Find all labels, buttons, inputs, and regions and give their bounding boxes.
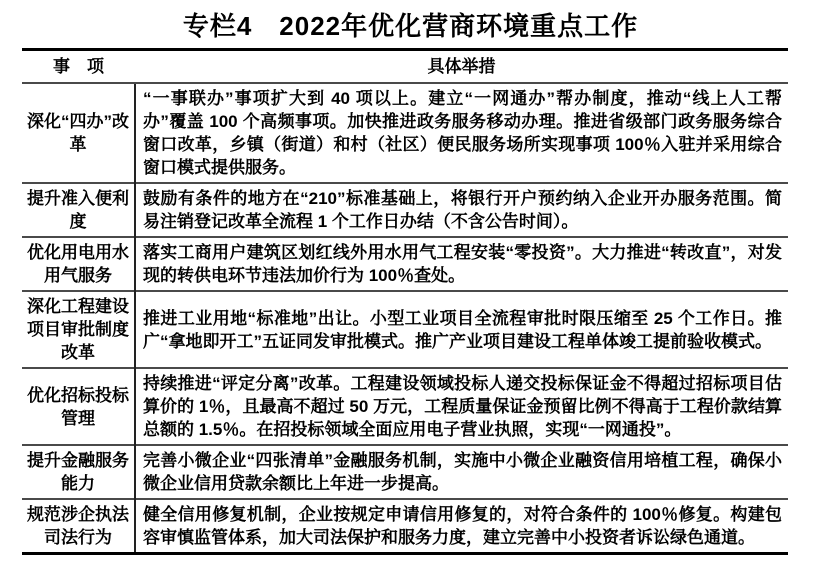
table-row [22, 445, 788, 499]
table-header [22, 50, 788, 84]
measures-cell: 完善小微企业“四张清单”金融服务机制，实施中小微企业融资信用培植工程，确保小微企业信用贷款余额比上年进一步提高。 [135, 445, 788, 499]
measures-cell: 健全信用修复机制，企业按规定申请信用修复的，对符合条件的 100％修复。构建包容审慎监管体系，加大司法保护和服务力度，建立完善中小投资者诉讼绿色通道。 [135, 499, 788, 554]
table-row [22, 83, 788, 183]
measures-cell: “一事联办”事项扩大到 40 项以上。建立“一网通办”帮办制度，推动“线上人工帮办”覆盖 100 个高频事项。加快推进政务服务移动办理。推进省级部门政务服务综合窗口改革，乡镇（街道）和村（社区）便民服务场所实现事项 100％入驻并采用综合窗口模式提供服务。 [135, 83, 788, 183]
item-cell: 深化工程建设项目审批制度改革 [22, 291, 135, 368]
measures-cell: 鼓励有条件的地方在“210”标准基础上，将银行开户预约纳入企业开办服务范围。简易注销登记改革全流程 1 个工作日办结（不含公告时间）。 [135, 183, 788, 237]
item-cell: 规范涉企执法司法行为 [22, 499, 135, 554]
measures-cell: 落实工商用户建筑区划红线外用水用气工程安装“零投资”。大力推进“转改直”，对发现的转供电环节违法加价行为 100％查处。 [135, 237, 788, 291]
table-row [22, 183, 788, 237]
table-row [22, 237, 788, 291]
item-cell: 优化用电用水用气服务 [22, 237, 135, 291]
item-cell: 优化招标投标管理 [22, 368, 135, 445]
item-cell: 深化“四办”改革 [27, 112, 129, 154]
item-cell: 提升金融服务能力 [22, 445, 135, 499]
table-row [22, 368, 788, 445]
header-measures: 具体举措 [135, 50, 788, 84]
page-title: 专栏4 2022年优化营商环境重点工作 [182, 11, 639, 41]
item-cell: 提升准入便利度 [22, 183, 135, 237]
key-work-table [22, 48, 788, 555]
table-row [22, 499, 788, 554]
header-item: 事 项 [22, 50, 135, 84]
table-body [22, 83, 788, 554]
table-row [22, 291, 788, 368]
measures-cell: 持续推进“评定分离”改革。工程建设领域投标人递交投标保证金不得超过招标项目估算价的 1％，且最高不超过 50 万元，工程质量保证金预留比例不得高于工程价款结算总额的 1.5％。在招投标领域全面应用电子营业执照，实现“一网通投”。 [135, 368, 788, 445]
measures-cell: 推进工业用地“标准地”出让。小型工业项目全流程审批时限压缩至 25 个工作日。推广“拿地即开工”五证同发审批模式。推广产业项目建设工程单体竣工提前验收模式。 [135, 291, 788, 368]
header-row [22, 50, 788, 84]
